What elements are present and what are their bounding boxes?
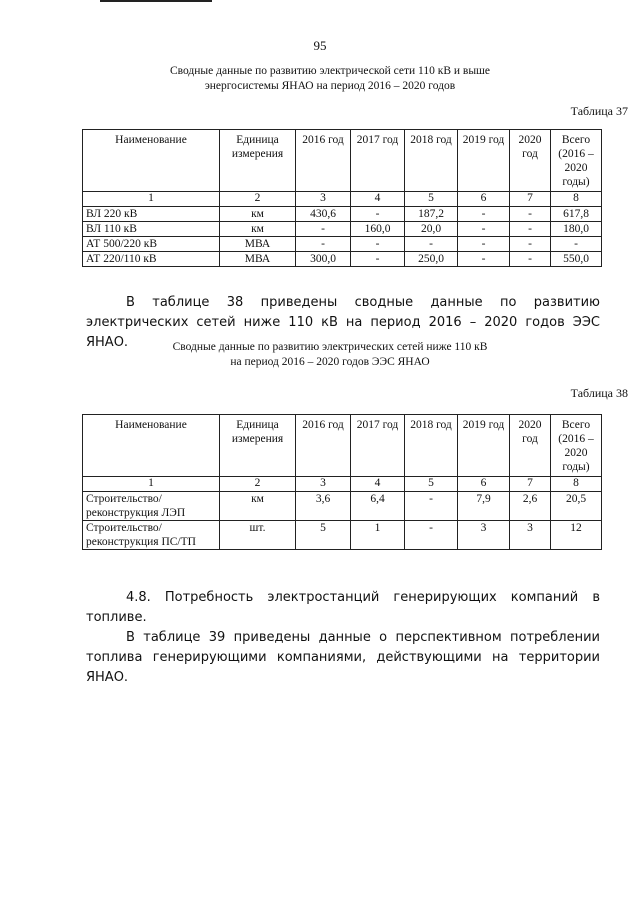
table-cell: 1 — [351, 521, 405, 550]
column-header: 2019 год — [458, 130, 510, 192]
table-cell: - — [551, 237, 602, 252]
table-cell: МВА — [220, 252, 296, 267]
column-header: 2017 год — [351, 415, 405, 477]
page-number: 95 — [313, 38, 327, 53]
table-row — [83, 237, 602, 252]
table-cell: - — [405, 521, 458, 550]
column-number: 8 — [551, 192, 602, 207]
row-name-cell: ВЛ 110 кВ — [83, 222, 220, 237]
column-number: 7 — [510, 477, 551, 492]
column-number: 6 — [458, 192, 510, 207]
row-name-cell: АТ 500/220 кВ — [83, 237, 220, 252]
table-cell: 550,0 — [551, 252, 602, 267]
column-header: Всего (2016 – 2020 годы) — [551, 130, 602, 192]
column-number: 3 — [296, 192, 351, 207]
table-cell: 250,0 — [405, 252, 458, 267]
table-cell: - — [351, 207, 405, 222]
table-cell: км — [220, 207, 296, 222]
table-38 — [82, 414, 602, 550]
column-number-row — [83, 477, 602, 492]
table-cell: 6,4 — [351, 492, 405, 521]
column-header: Всего (2016 – 2020 годы) — [551, 415, 602, 477]
column-number: 5 — [405, 192, 458, 207]
table-row — [83, 252, 602, 267]
table-header-row — [83, 130, 602, 192]
table-cell: - — [351, 252, 405, 267]
table-cell: 5 — [296, 521, 351, 550]
table-cell: - — [351, 237, 405, 252]
column-header: 2019 год — [458, 415, 510, 477]
column-header: 2018 год — [405, 415, 458, 477]
column-number: 7 — [510, 192, 551, 207]
table37-label: Таблица 37 — [570, 104, 628, 118]
row-name-cell: ВЛ 220 кВ — [83, 207, 220, 222]
table-cell: 160,0 — [351, 222, 405, 237]
table-cell: 300,0 — [296, 252, 351, 267]
table-cell: - — [405, 237, 458, 252]
table-cell: - — [510, 207, 551, 222]
column-number: 8 — [551, 477, 602, 492]
table-cell: - — [458, 207, 510, 222]
table-cell: 430,6 — [296, 207, 351, 222]
paragraph-table38-intro: В таблице 38 приведены сводные данные по развитию электрических сетей ниже 110 кВ на период 2016 – 2020 годов ЭЭС ЯНАО. — [86, 295, 600, 350]
table-cell: 3 — [458, 521, 510, 550]
table-cell: 187,2 — [405, 207, 458, 222]
column-header: 2020 год — [510, 415, 551, 477]
table-cell: 7,9 — [458, 492, 510, 521]
table-cell: 617,8 — [551, 207, 602, 222]
column-number: 4 — [351, 192, 405, 207]
table-cell: МВА — [220, 237, 296, 252]
table-cell: - — [405, 492, 458, 521]
table-cell: 20,0 — [405, 222, 458, 237]
table-cell: 2,6 — [510, 492, 551, 521]
column-header: 2016 год — [296, 130, 351, 192]
table-row — [83, 207, 602, 222]
section-heading: 4.8. Потребность электростанций генерирующих компаний в топливе. — [86, 590, 600, 625]
table-row — [83, 521, 602, 550]
column-number: 2 — [220, 477, 296, 492]
table-cell: - — [458, 252, 510, 267]
column-number: 5 — [405, 477, 458, 492]
column-header: Наименование — [83, 415, 220, 477]
table-row — [83, 492, 602, 521]
table-cell: - — [458, 237, 510, 252]
table-cell: 3 — [510, 521, 551, 550]
row-name-cell: АТ 220/110 кВ — [83, 252, 220, 267]
column-header: 2020 год — [510, 130, 551, 192]
column-number: 3 — [296, 477, 351, 492]
column-header: Наименование — [83, 130, 220, 192]
row-name-cell: Строительство/ реконструкция ЛЭП — [83, 492, 220, 521]
table-cell: - — [510, 222, 551, 237]
row-name-cell: Строительство/ реконструкция ПС/ТП — [83, 521, 220, 550]
table-cell: 12 — [551, 521, 602, 550]
table-37 — [82, 129, 602, 267]
table38-label: Таблица 38 — [570, 386, 628, 400]
table-cell: - — [296, 237, 351, 252]
table-cell: 3,6 — [296, 492, 351, 521]
column-number: 6 — [458, 477, 510, 492]
column-number: 2 — [220, 192, 296, 207]
table-cell: - — [296, 222, 351, 237]
paragraph-table39-intro: В таблице 39 приведены данные о перспективном потреблении топлива генерирующими компаниями, действующими на территории ЯНАО. — [86, 630, 600, 685]
column-header: 2018 год — [405, 130, 458, 192]
table-cell: км — [220, 222, 296, 237]
table-header-row — [83, 415, 602, 477]
table-cell: км — [220, 492, 296, 521]
table37-title: Сводные данные по развитию электрической сети 110 кВ и выше энергосистемы ЯНАО на период 2016 – 2020 годов — [169, 65, 491, 92]
column-header: 2017 год — [351, 130, 405, 192]
column-number-row — [83, 192, 602, 207]
column-header: Единица измерения — [220, 130, 296, 192]
top-rule — [100, 0, 212, 2]
table-cell: 180,0 — [551, 222, 602, 237]
table-cell: - — [510, 237, 551, 252]
table-cell: шт. — [220, 521, 296, 550]
column-number: 1 — [83, 477, 220, 492]
table-cell: 20,5 — [551, 492, 602, 521]
column-header: Единица измерения — [220, 415, 296, 477]
table-row — [83, 222, 602, 237]
table-cell: - — [458, 222, 510, 237]
table-cell: - — [510, 252, 551, 267]
table38-title: Сводные данные по развитию электрических сетей ниже 110 кВ на период 2016 – 2020 годов ЭЭС ЯНАО — [172, 341, 488, 368]
column-header: 2016 год — [296, 415, 351, 477]
column-number: 4 — [351, 477, 405, 492]
section-text — [86, 588, 600, 688]
column-number: 1 — [83, 192, 220, 207]
